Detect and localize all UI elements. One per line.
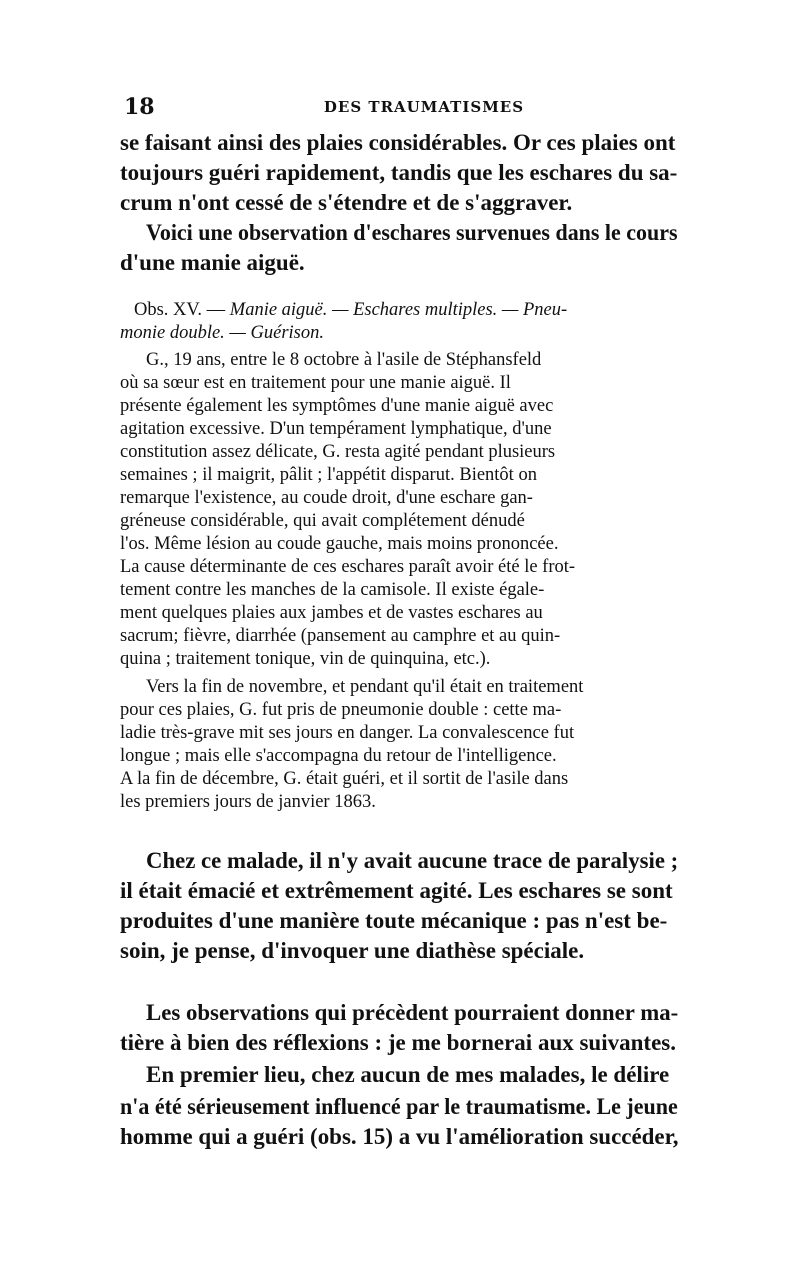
- observation-line: présente également les symptômes d'une manie aiguë avec: [120, 396, 554, 416]
- observation-line: pour ces plaies, G. fut pris de pneumonie double : cette ma-: [120, 700, 562, 720]
- observation-title-line: [134, 300, 567, 321]
- observation-line: l'os. Même lésion au coude gauche, mais moins prononcée.: [120, 534, 559, 554]
- text-line: Voici une observation d'eschares survenues dans le cours: [146, 220, 678, 245]
- observation-line: tement contre les manches de la camisole. Il existe égale-: [120, 580, 545, 600]
- observation-line: remarque l'existence, au coude droit, d'une eschare gan-: [120, 488, 533, 508]
- observation-line: sacrum; fièvre, diarrhée (pansement au camphre et au quin-: [120, 626, 561, 646]
- text-line: homme qui a guéri (obs. 15) a vu l'amélioration succéder,: [120, 1124, 679, 1149]
- observation-line: G., 19 ans, entre le 8 octobre à l'asile de Stéphansfeld: [146, 350, 542, 370]
- observation-line: quina ; traitement tonique, vin de quinquina, etc.).: [120, 649, 491, 669]
- text-line: tière à bien des réflexions : je me bornerai aux suivantes.: [120, 1030, 676, 1055]
- running-title: DES TRAUMATISMES: [323, 98, 525, 116]
- text-line: se faisant ainsi des plaies considérables. Or ces plaies ont: [120, 130, 676, 155]
- text-line: Les observations qui précèdent pourraient donner ma-: [146, 1000, 679, 1025]
- text-line: il était émacié et extrêmement agité. Les eschares se sont: [120, 878, 673, 903]
- observation-line: longue ; mais elle s'accompagna du retour de l'intelligence.: [120, 746, 557, 766]
- observation-line: les premiers jours de janvier 1863.: [120, 792, 376, 812]
- observation-line: ladie très-grave mit ses jours en danger. La convalescence fut: [120, 723, 575, 743]
- text-line: produites d'une manière toute mécanique : pas n'est be-: [120, 908, 668, 933]
- text-line: Chez ce malade, il n'y avait aucune trace de paralysie ;: [146, 848, 679, 873]
- observation-line: ment quelques plaies aux jambes et de vastes eschares au: [120, 603, 543, 623]
- observation-line: où sa sœur est en traitement pour une manie aiguë. Il: [120, 373, 511, 393]
- observation-line: constitution assez délicate, G. resta agité pendant plusieurs: [120, 442, 556, 462]
- observation-line: Vers la fin de novembre, et pendant qu'il était en traitement: [146, 677, 584, 697]
- observation-title-line-2: monie double. — Guérison.: [120, 323, 324, 343]
- page-number: 18: [124, 94, 155, 120]
- observation-line: semaines ; il maigrit, pâlit ; l'appétit disparut. Bientôt on: [120, 465, 537, 485]
- text-line: soin, je pense, d'invoquer une diathèse spéciale.: [120, 938, 585, 963]
- observation-line: La cause déterminante de ces eschares paraît avoir été le frot-: [120, 557, 576, 577]
- text-line: En premier lieu, chez aucun de mes malades, le délire: [146, 1062, 670, 1087]
- text-line: toujours guéri rapidement, tandis que les eschares du sa-: [120, 160, 678, 185]
- text-line: crum n'ont cessé de s'étendre et de s'aggraver.: [120, 190, 573, 215]
- observation-line: gréneuse considérable, qui avait complétement dénudé: [120, 511, 525, 531]
- observation-label: Obs. XV. —: [134, 300, 230, 320]
- text-line: n'a été sérieusement influencé par le traumatisme. Le jeune: [120, 1094, 678, 1119]
- page-header: [118, 94, 678, 120]
- observation-line: A la fin de décembre, G. était guéri, et il sortit de l'asile dans: [120, 769, 569, 789]
- observation-line: agitation excessive. D'un tempérament lymphatique, d'une: [120, 419, 552, 439]
- text-line: d'une manie aiguë.: [120, 250, 305, 275]
- observation-title: Manie aiguë. — Eschares multiples. — Pneu-: [229, 300, 568, 320]
